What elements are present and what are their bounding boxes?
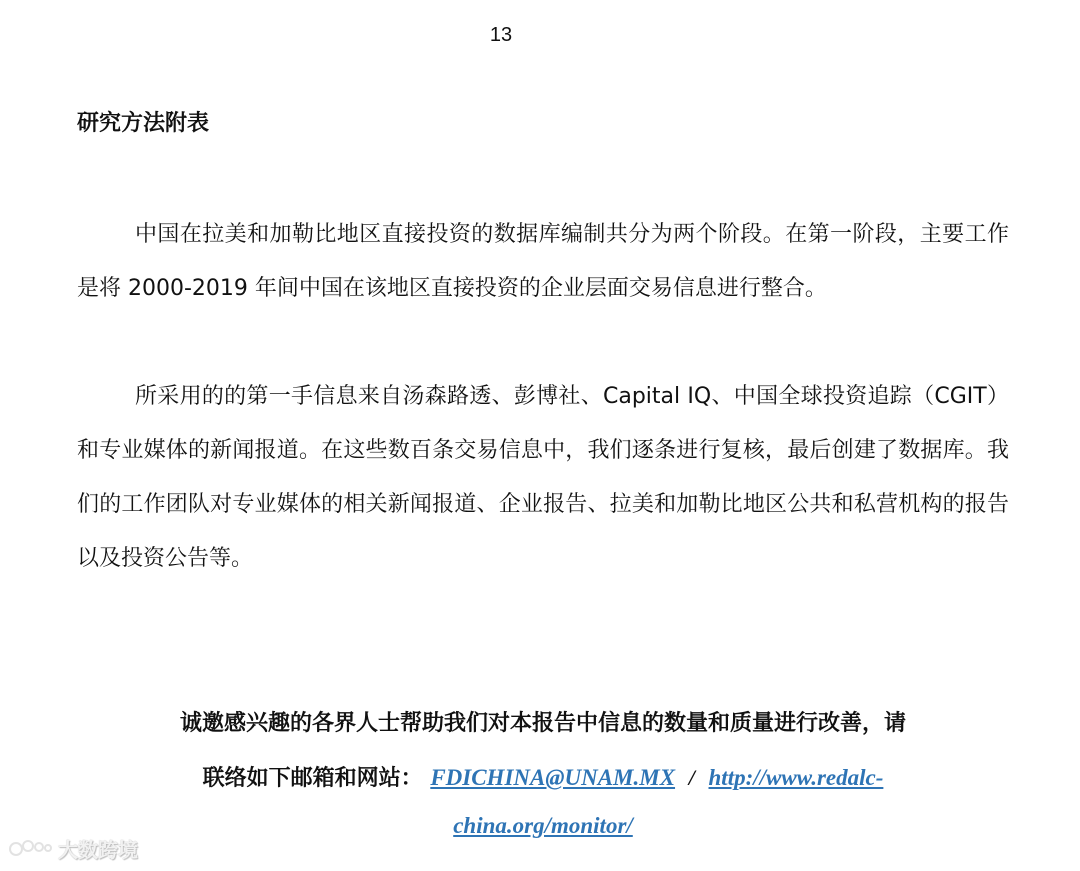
website-link-part-2[interactable]: china.org/monitor/ <box>453 813 633 838</box>
contact-prefix: 联络如下邮箱和网站： <box>202 766 423 791</box>
link-separator: / <box>688 765 695 790</box>
website-link-part-1[interactable]: http://www.redalc- <box>708 765 884 790</box>
body-paragraph-2: 所采用的的第一手信息来自汤森路透、彭博社、Capital IQ、中国全球投资追踪（CGIT）和专业媒体的新闻报道。在这些数百条交易信息中，我们逐条进行复核，最后创建了数据库。我们的工作团队对专业媒体的相关新闻报道、企业报告、拉美和加勒比地区公共和私营机构的报告以及投资公告等。 <box>77 384 1009 571</box>
email-link[interactable]: FDICHINA@UNAM.MX <box>430 765 676 790</box>
watermark <box>8 834 138 863</box>
brand-logo-icon <box>8 835 54 863</box>
section-heading: 研究方法附表 <box>77 111 210 136</box>
watermark-text: 大数跨境 <box>58 838 138 862</box>
page-number: 13 <box>489 24 513 46</box>
contact-invitation-line: 诚邀感兴趣的各界人士帮助我们对本报告中信息的数量和质量进行改善，请 <box>179 711 906 736</box>
contact-details-line <box>77 751 1009 806</box>
body-paragraph-1: 中国在拉美和加勒比地区直接投资的数据库编制共分为两个阶段。在第一阶段，主要工作是将 2000-2019 年间中国在该地区直接投资的企业层面交易信息进行整合。 <box>77 222 1009 301</box>
contact-url-continuation <box>77 799 1009 854</box>
